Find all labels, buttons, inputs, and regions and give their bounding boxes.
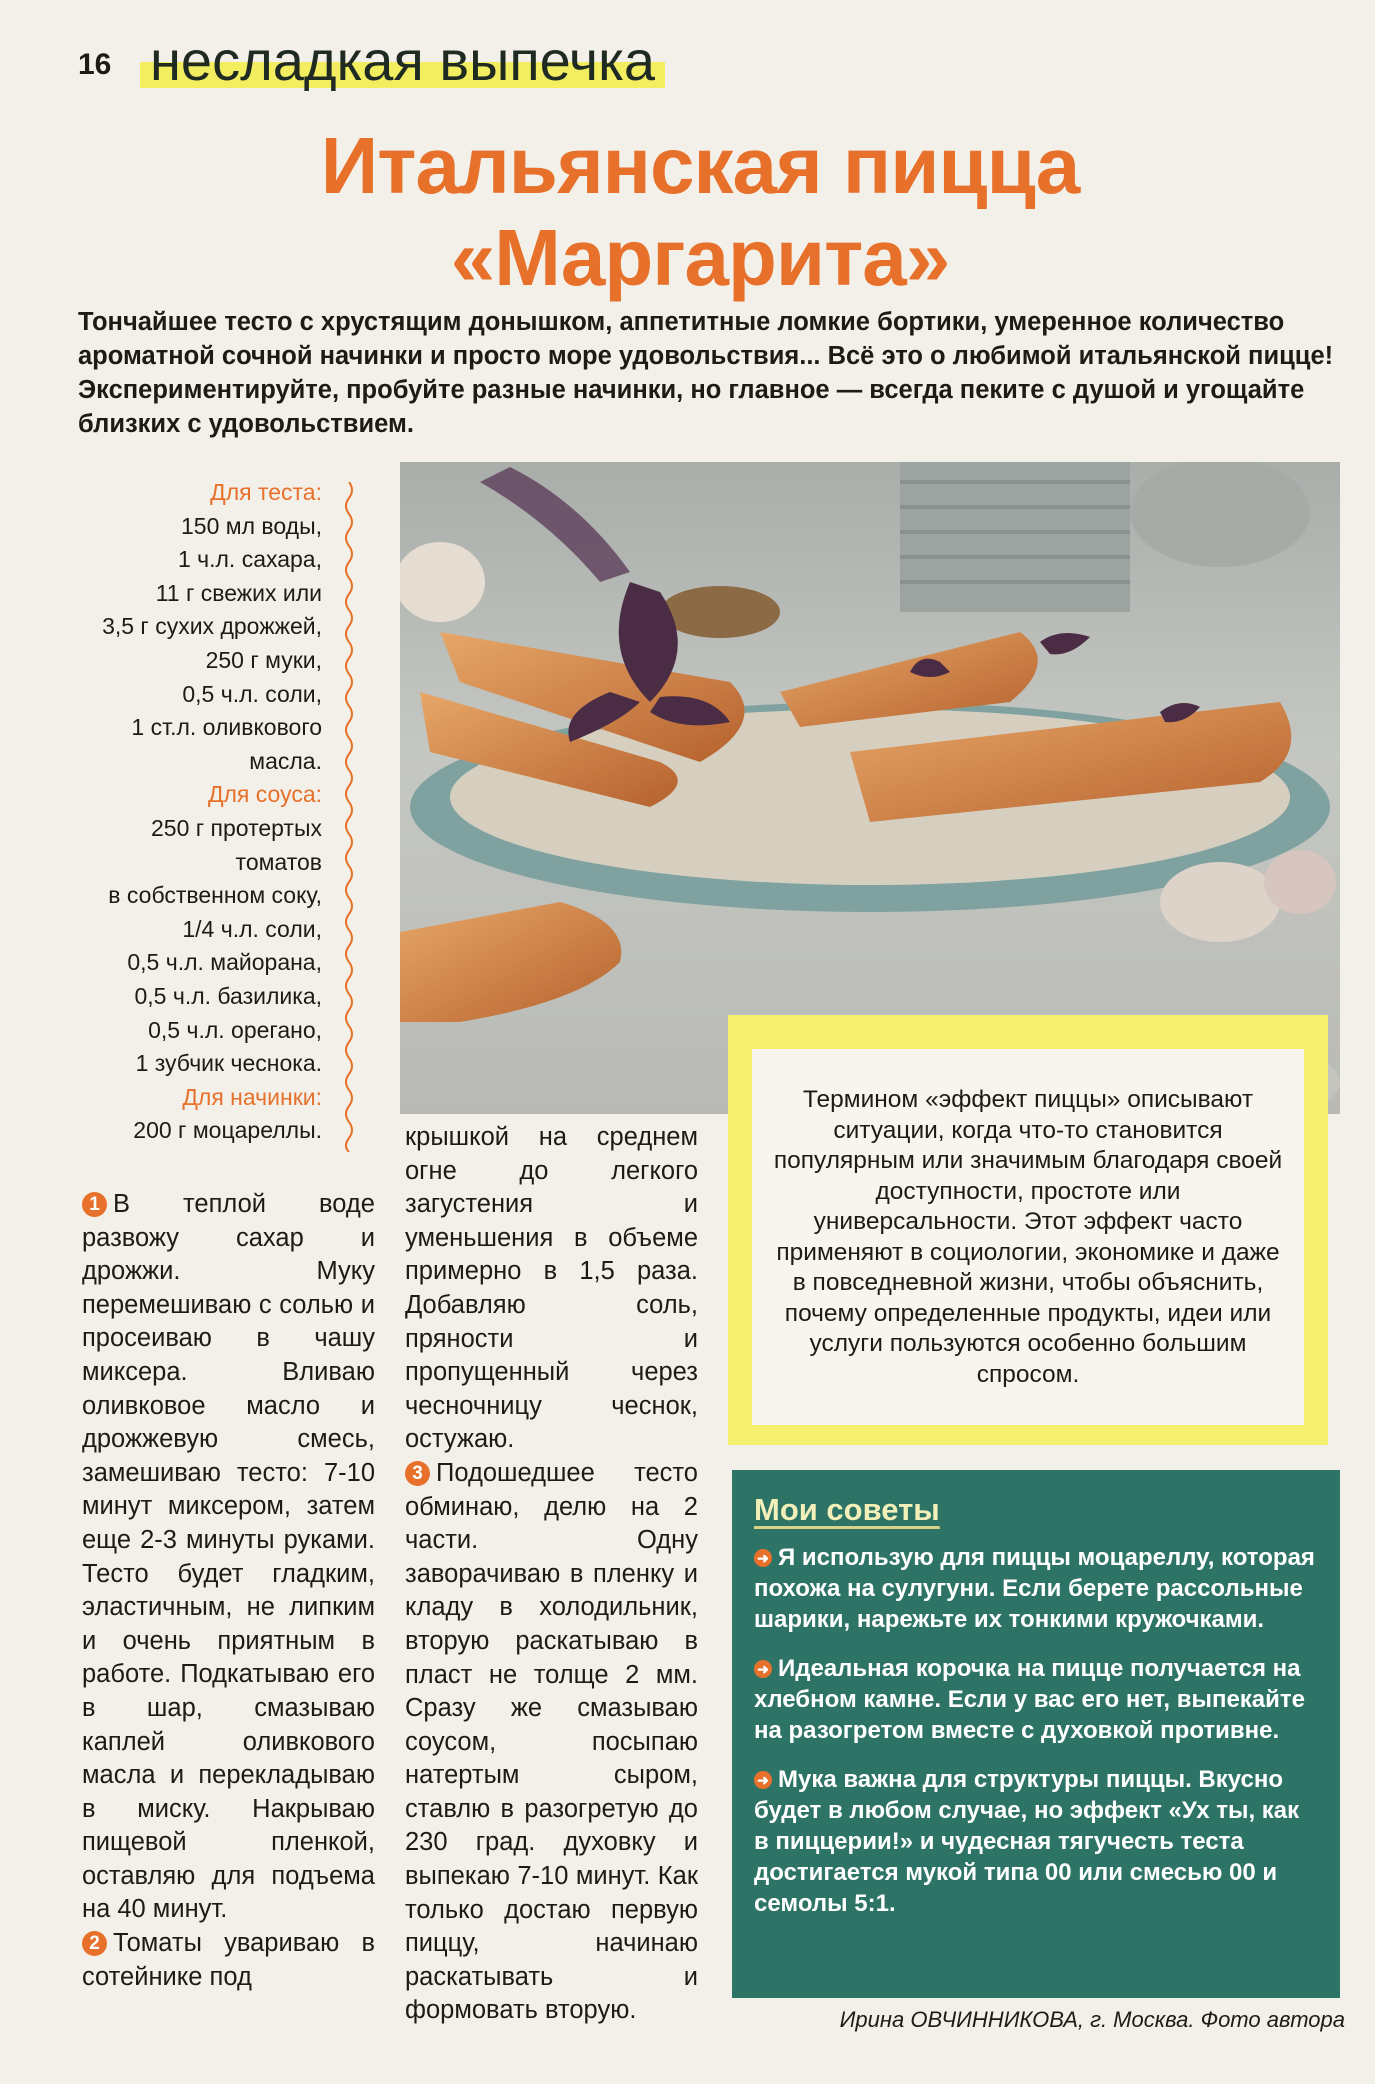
info-note: Термином «эффект пиццы» описывают ситуации, когда что-то становится популярным или значимым благодаря своей доступности, простоте или универсальности. Этот эффект часто применяют в социологии, экономике и даже в повседневной жизни, чтобы объяснить, почему определенные продукты, идеи или услуги пользуются особенно большим спросом.: [752, 1049, 1304, 1425]
step-2-number: 2: [82, 1931, 107, 1956]
ingredient-item: 3,5 г сухих дрожжей,: [102, 613, 322, 640]
ingredients-group-heading: Для соуса:: [207, 781, 322, 808]
ingredient-item: 250 г протертых: [151, 814, 322, 841]
ingredient-item: 0,5 ч.л. базилика,: [134, 982, 322, 1009]
page-number: 16: [78, 48, 112, 81]
ingredients-list: [60, 476, 322, 1148]
method-column-2: [405, 1121, 698, 2028]
ingredient-item: 200 г моцареллы.: [133, 1117, 322, 1144]
ingredient-item: томатов: [235, 848, 322, 875]
tip-item: [754, 1542, 1316, 1635]
ingredient-item: 0,5 ч.л. майорана,: [127, 949, 322, 976]
wavy-divider: [342, 482, 356, 1152]
tips-title: Мои советы: [754, 1492, 940, 1527]
tip-text: Идеальная корочка на пицце получается на хлебном камне. Если у вас его нет, выпекайте на разогретом вместе с духовкой противне.: [754, 1655, 1306, 1744]
ingredient-item: 250 г муки,: [205, 646, 322, 673]
tip-item: [754, 1653, 1316, 1746]
ingredients-group-heading: Для теста:: [210, 479, 322, 505]
ingredient-item: 1 зубчик чеснока.: [135, 1050, 322, 1077]
ingredient-item: 150 мл воды,: [181, 512, 322, 539]
intro-paragraph: Тончайшее тесто с хрустящим донышком, аппетитные ломкие бортики, умеренное количество ароматной сочной начинки и просто море удовольствия... Всё это о любимой итальянской пицце! Экспериментируйте, пробуйте разные начинки, но главное — всегда пеките с душой и угощайте близких с удовольствием.: [78, 308, 1334, 438]
step-1-text: В теплой воде развожу сахар и дрожжи. Муку перемешиваю с солью и просеиваю в чашу миксера. Вливаю оливковое масло и дрожжевую смесь, замешиваю тесто: 7-10 минут миксером, затем еще 2-3 минуты руками. Тесто будет гладким, эластичным, не липким и очень приятным в работе. Подкатываю его в шар, смазываю каплей оливкового масла и перекладываю в миску. Накрываю пищевой пленкой, оставляю для подъема на 40 минут.: [82, 1190, 375, 1924]
ingredient-item: 0,5 ч.л. соли,: [182, 680, 322, 707]
tip-text: Я использую для пиццы моцареллу, которая похожа на сулугуни. Если берете рассольные шарики, нарежьте их тонкими кружочками.: [754, 1544, 1315, 1633]
ingredient-item: 1 ч.л. сахара,: [177, 546, 322, 573]
arrow-icon: ➜: [754, 1549, 772, 1567]
step-3-text: Подошедшее тесто обминаю, делю на 2 части. Одну заворачиваю в пленку и кладу в холодильник, вторую раскатываю в пласт не толще 2 мм. Сразу же смазываю соусом, посыпаю натертым сыром, ставлю в разогретую до 230 град. духовку и выпекаю 7-10 минут. Как только достаю первую пиццу, начинаю раскатывать и формовать вторую.: [405, 1458, 698, 2025]
arrow-icon: ➜: [754, 1660, 772, 1678]
author-credit: Ирина ОВЧИННИКОВА, г. Москва. Фото автора: [839, 2007, 1345, 2032]
recipe-title-line1: Итальянская пицца: [320, 121, 1080, 210]
recipe-title-line2: «Маргарита»: [450, 213, 950, 302]
section-title: несладкая выпечка: [140, 28, 665, 93]
ingredient-item: 11 г свежих или: [155, 579, 322, 606]
tip-item: [754, 1764, 1316, 1919]
ingredient-item: 1/4 ч.л. соли,: [182, 915, 322, 942]
step-2-text-end: крышкой на среднем огне до легкого загустения и уменьшения в объеме примерно в 1,5 раза. Добавляю соль, пряности и пропущенный через чесночницу чеснок, остужаю.: [405, 1123, 698, 1454]
ingredients-group-heading: Для начинки:: [182, 1083, 322, 1110]
tip-text: Мука важна для структуры пиццы. Вкусно будет в любом случае, но эффект «Ух ты, как в пиццерии!» и чудесная тягучесть теста достигается мукой типа 00 или смесью 00 и семолы 5:1.: [754, 1766, 1300, 1917]
ingredient-item: 1 ст.л. оливкового: [131, 714, 322, 741]
tips-box: [732, 1470, 1340, 1998]
ingredient-item: масла.: [249, 747, 322, 774]
ingredient-item: 0,5 ч.л. орегано,: [148, 1016, 322, 1043]
ingredient-item: в собственном соку,: [108, 882, 322, 909]
recipe-title: [200, 120, 1200, 304]
arrow-icon: ➜: [754, 1771, 772, 1789]
step-1-number: 1: [82, 1192, 107, 1217]
info-note-frame: [728, 1015, 1328, 1445]
step-2-text-start: Томаты увариваю в сотейнике под: [82, 1929, 375, 1991]
method-column-1: [82, 1188, 375, 1994]
step-3-number: 3: [405, 1461, 430, 1486]
